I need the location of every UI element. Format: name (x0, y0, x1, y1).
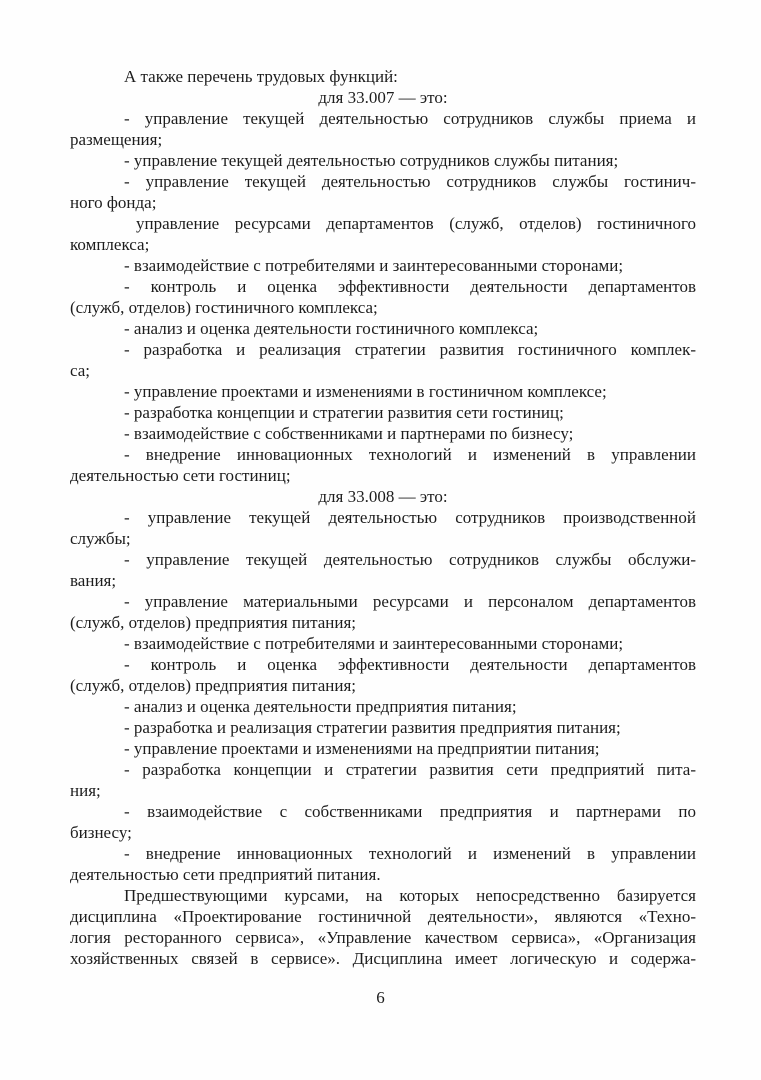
paragraph (70, 696, 696, 717)
text-line: - управление текущей деятельностью сотрудников службы питания; (124, 151, 619, 170)
text-line: ния; (70, 781, 101, 800)
paragraph (70, 108, 696, 150)
text-line: службы; (70, 529, 131, 548)
paragraph (70, 633, 696, 654)
text-line: хозяйственных связей в сервисе». Дисциплина имеет логическую и содержа- (70, 949, 696, 968)
paragraph (70, 759, 696, 801)
text-line: - взаимодействие с потребителями и заинтересованными сторонами; (124, 634, 624, 653)
paragraph (70, 486, 696, 507)
text-line: - анализ и оценка деятельности гостиничного комплекса; (124, 319, 539, 338)
text-line: для 33.007 — это: (318, 88, 448, 107)
paragraph (70, 402, 696, 423)
text-line: дисциплина «Проектирование гостиничной деятельности», являются «Техно- (70, 907, 696, 926)
text-line: - управление проектами и изменениями на предприятии питания; (124, 739, 600, 758)
paragraph (70, 150, 696, 171)
text-line: - управление проектами и изменениями в гостиничном комплексе; (124, 382, 607, 401)
paragraph (70, 276, 696, 318)
text-line: - внедрение инновационных технологий и изменений в управлении (124, 844, 696, 863)
text-line: - контроль и оценка эффективности деятельности департаментов (124, 277, 696, 296)
text-line: деятельностью сети предприятий питания. (70, 865, 381, 884)
text-line: - взаимодействие с потребителями и заинтересованными сторонами; (124, 256, 624, 275)
paragraph (70, 843, 696, 885)
text-line: - взаимодействие с собственниками предприятия и партнерами по (124, 802, 696, 821)
text-line: - разработка и реализация стратегии развития предприятия питания; (124, 718, 621, 737)
paragraph (70, 654, 696, 696)
text-line: для 33.008 — это: (318, 487, 448, 506)
text-line: бизнесу; (70, 823, 132, 842)
text-line: логия ресторанного сервиса», «Управление качеством сервиса», «Организация (70, 928, 696, 947)
paragraph (70, 255, 696, 276)
text-line: - взаимодействие с собственниками и партнерами по бизнесу; (124, 424, 574, 443)
text-line: - управление текущей деятельностью сотрудников службы обслужи- (124, 550, 696, 569)
paragraph (70, 339, 696, 381)
text-line: размещения; (70, 130, 163, 149)
text-line: - управление текущей деятельностью сотрудников службы приема и (124, 109, 696, 128)
paragraph (70, 549, 696, 591)
page-number: 6 (376, 988, 385, 1007)
paragraph (70, 171, 696, 213)
text-line: деятельностью сети гостиниц; (70, 466, 291, 485)
text-line: Предшествующими курсами, на которых непосредственно базируется (124, 886, 696, 905)
text-line: - разработка концепции и стратегии развития сети гостиниц; (124, 403, 564, 422)
text-line: управление ресурсами департаментов (служб, отделов) гостиничного (136, 214, 696, 233)
paragraph (70, 591, 696, 633)
paragraph (70, 87, 696, 108)
paragraph (70, 381, 696, 402)
paragraph (70, 318, 696, 339)
text-line: - внедрение инновационных технологий и изменений в управлении (124, 445, 696, 464)
paragraph (70, 717, 696, 738)
paragraph (70, 801, 696, 843)
text-line: ного фонда; (70, 193, 157, 212)
text-line: комплекса; (70, 235, 150, 254)
text-line: са; (70, 361, 91, 380)
text-line: - разработка концепции и стратегии развития сети предприятий пита- (124, 760, 696, 779)
paragraph (70, 444, 696, 486)
text-line: вания; (70, 571, 117, 590)
paragraph (70, 738, 696, 759)
text-line: - контроль и оценка эффективности деятельности департаментов (124, 655, 696, 674)
text-line: (служб, отделов) гостиничного комплекса; (70, 298, 378, 317)
text-line: А также перечень трудовых функций: (124, 67, 398, 86)
paragraph (70, 213, 696, 255)
text-line: - анализ и оценка деятельности предприятия питания; (124, 697, 517, 716)
text-line: (служб, отделов) предприятия питания; (70, 676, 357, 695)
text-line: (служб, отделов) предприятия питания; (70, 613, 357, 632)
page-text (70, 66, 696, 969)
paragraph (70, 66, 696, 87)
text-line: - управление материальными ресурсами и персоналом департаментов (124, 592, 696, 611)
text-line: - управление текущей деятельностью сотрудников службы гостинич- (124, 172, 696, 191)
paragraph (70, 423, 696, 444)
paragraph (70, 507, 696, 549)
text-line: - разработка и реализация стратегии развития гостиничного комплек- (124, 340, 696, 359)
paragraph (70, 885, 696, 969)
text-line: - управление текущей деятельностью сотрудников производственной (124, 508, 696, 527)
